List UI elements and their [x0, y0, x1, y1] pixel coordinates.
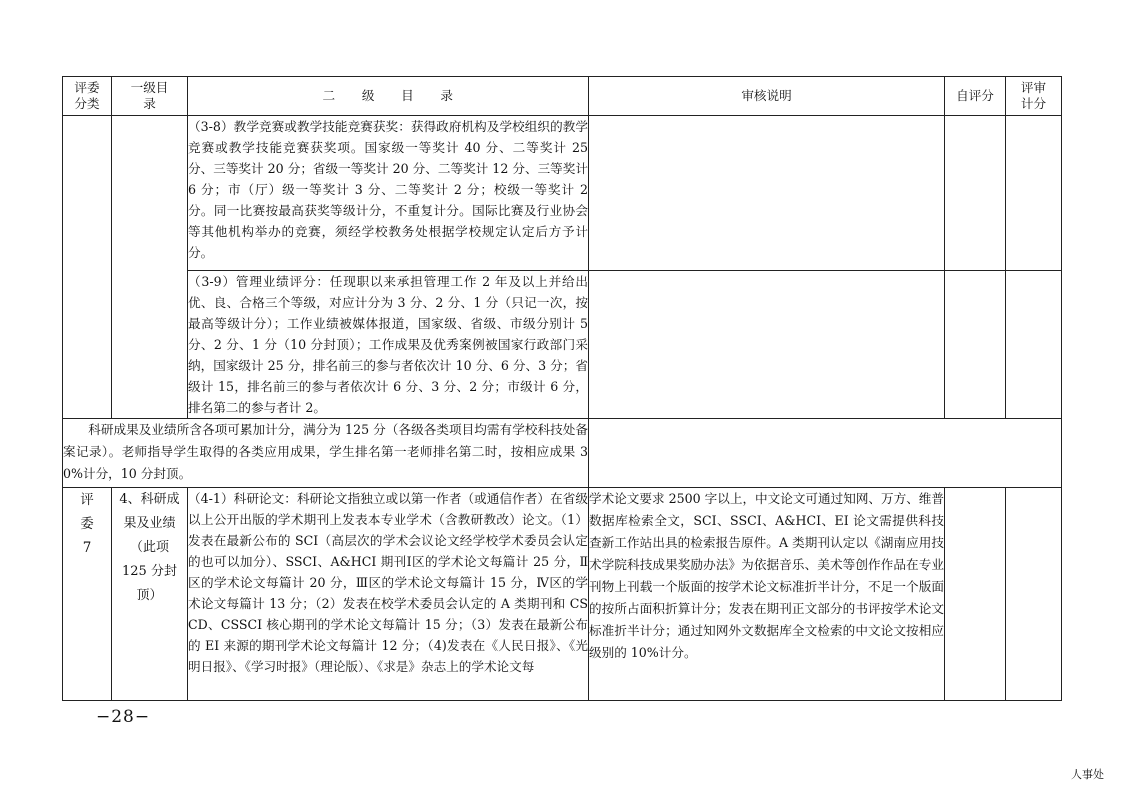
research-intro-cell	[63, 419, 589, 488]
item-3-9-text: （3-9）管理业绩评分：任现职以来承担管理工作 2 年及以上并给出优、良、合格三个等级，对应计分为 3 分、2 分、1 分（只记一次，按最高等级计分）；工作业绩被媒体报道，国家级、省级、市级分别计 5 分、2 分、1 分（10 分封顶）；工作成果及优秀案例被国家行政部门采纳，国家级计 25 分，排名前三的参与者依次计 10 分、6 分、3 分；省级计 15，排名前三的参与者依次计 6 分、3 分、2 分；市级计 6 分，排名第二的参与者计 2。	[188, 271, 589, 419]
category-char: 委	[80, 516, 94, 532]
header-review-notes: 审核说明	[589, 77, 945, 116]
category-cell	[63, 488, 112, 701]
level1-line: （此项	[129, 540, 169, 555]
table-row	[63, 419, 1062, 488]
page-number: −28−	[96, 707, 151, 727]
level1-line: 顶）	[136, 588, 163, 603]
item-4-1-notes: 学术论文要求 2500 字以上，中文论文可通过知网、万方、维普数据库检索全文，SCI、SSCI、A&HCI、EI 论文需提供科技查新工作站出具的检索报告原件。A 类期刊认定以《湖南应用技术学院科技成果奖励办法》为依据音乐、美术等创作作品在专业刊物上刊载一个版面的按学术论文标准折半计分，不足一个版面的按所占面积折算计分；发表在期刊正文部分的书评按学术论文标准折半计分；通过知网外文数据库全文检索的中文论文按相应级别的 10%计分。	[589, 488, 945, 701]
research-intro-text: 科研成果及业绩所含各项可累加计分，满分为 125 分（各级各类项目均需有学校科技处备案记录）。老师指导学生取得的各类应用成果，学生排名第一老师排名第二时，按相应成果 30%计分，10 分封顶。	[63, 422, 588, 481]
category-char: 7	[82, 540, 92, 556]
item-4-1-self-score[interactable]	[945, 488, 1006, 701]
table-row	[63, 116, 1062, 271]
item-3-8-notes	[589, 116, 945, 271]
header-category: 评委分类	[63, 77, 112, 116]
header-self-score: 自评分	[945, 77, 1006, 116]
department-watermark: 人事处	[1071, 768, 1104, 781]
item-4-1-review-score[interactable]	[1006, 488, 1062, 701]
item-3-9-self-score[interactable]	[945, 271, 1006, 419]
header-level1: 一级目录	[112, 77, 188, 116]
level1-cell	[112, 488, 188, 701]
item-3-8-self-score[interactable]	[945, 116, 1006, 271]
category-char: 评	[80, 492, 94, 508]
table-header-row	[63, 77, 1062, 116]
category-cell-empty	[63, 116, 112, 419]
level1-line: 果及业绩	[123, 516, 176, 531]
table-row	[63, 271, 1062, 419]
level1-line: 4、科研成	[119, 492, 180, 507]
item-3-9-notes	[589, 271, 945, 419]
table-row	[63, 488, 1062, 701]
level1-cell-empty	[112, 116, 188, 419]
item-3-8-text: （3-8）教学竞赛或教学技能竞赛获奖：获得政府机构及学校组织的教学竞赛或教学技能竞赛获奖项。国家级一等奖计 40 分、二等奖计 25 分、三等奖计 20 分；省级一等奖计 20 分、二等奖计 12 分、三等奖计 6 分；市（厅）级一等奖计 3 分、二等奖计 2 分；校级一等奖计 2 分。同一比赛按最高获奖等级计分，不重复计分。国际比赛及行业协会等其他机构举办的竞赛，须经学校教务处根据学校规定认定后方予计分。	[188, 116, 589, 271]
research-intro-empty	[589, 419, 1062, 488]
header-level2: 二 级 目 录	[188, 77, 589, 116]
item-4-1-text: （4-1）科研论文：科研论文指独立或以第一作者（或通信作者）在省级以上公开出版的学术期刊上发表本专业学术（含教研教改）论文。（1）发表在最新公布的 SCI（高层次的学术会议论文经学校学术委员会认定的也可以加分）、SSCI、A&HCI 期刊Ⅰ区的学术论文每篇计 25 分，Ⅱ区的学术论文每篇计 20 分，Ⅲ区的学术论文每篇计 15 分，Ⅳ区的学术论文每篇计 13 分；（2）发表在校学术委员会认定的 A 类期刊和 CSCD、CSSCI 核心期刊的学术论文每篇计 15 分；（3）发表在最新公布的 EI 来源的期刊学术论文每篇计 12 分；（4)发表在《人民日报》、《光明日报》、《学习时报》（理论版）、《求是》杂志上的学术论文每	[188, 488, 589, 701]
item-3-8-review-score[interactable]	[1006, 116, 1062, 271]
level1-line: 125 分封	[122, 564, 177, 579]
header-review-score: 评审计分	[1006, 77, 1062, 116]
item-3-9-review-score[interactable]	[1006, 271, 1062, 419]
evaluation-score-table	[62, 76, 1062, 701]
